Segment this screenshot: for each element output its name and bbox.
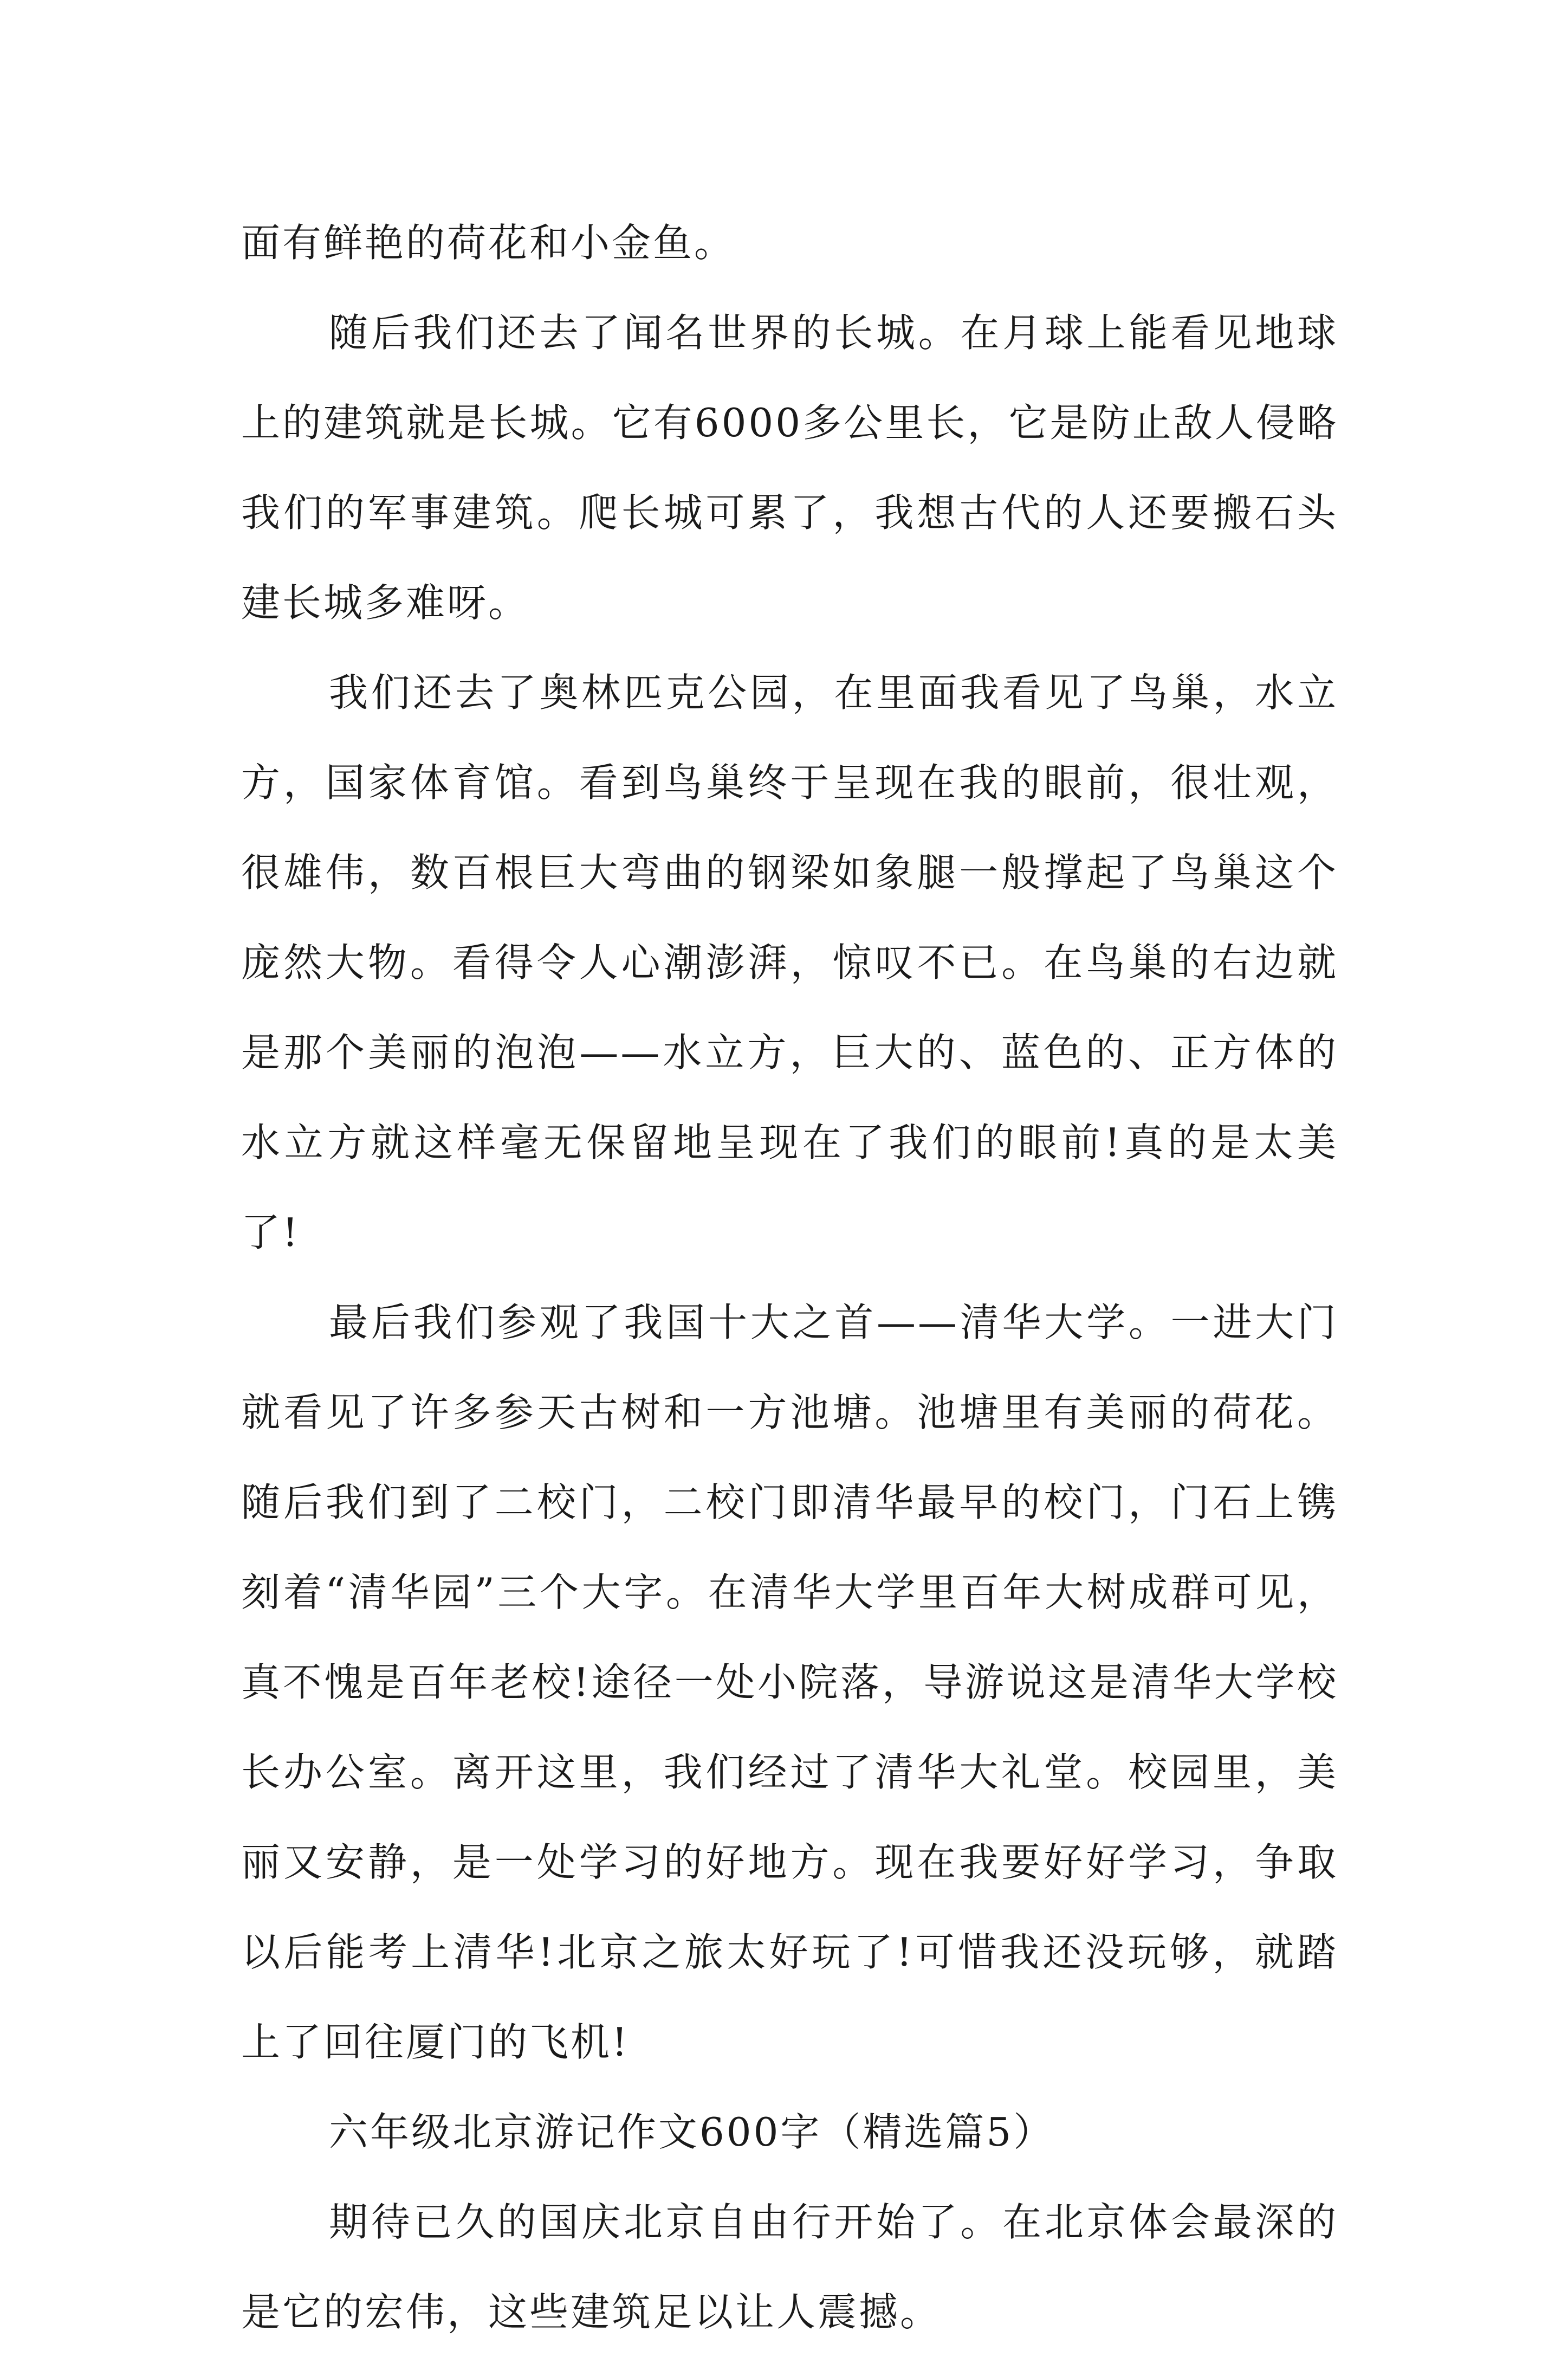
- paragraph-national-day-trip: 期待已久的国庆北京自由行开始了。在北京体会最深的是它的宏伟，这些建筑足以让人震撼。: [241, 2199, 1338, 2335]
- paragraph-tsinghua: 最后我们参观了我国十大之首——清华大学。一进大门就看见了许多参天古树和一方池塘。池塘里有美丽的荷花。随后我们到了二校门，二校门即清华最早的校门，门石上镌刻着“清华园”三个大字。在清华大学里百年大树成群可见，真不愧是百年老校!途径一处小院落，导游说这是清华大学校长办公室。离开这里，我们经过了清华大礼堂。校园里，美丽又安静，是一处学习的好地方。现在我要好好学习，争取以后能考上清华!北京之旅太好玩了!可惜我还没玩够，就踏上了回往厦门的飞机!: [241, 1300, 1338, 2065]
- document-body: [241, 198, 1338, 2357]
- paragraph-continuation: 面有鲜艳的荷花和小金鱼。: [241, 220, 736, 266]
- section-heading: 六年级北京游记作文600字（精选篇5）: [329, 2109, 1055, 2155]
- paragraph-great-wall: 随后我们还去了闻名世界的长城。在月球上能看见地球上的建筑就是长城。它有6000多公里长，它是防止敌人侵略我们的军事建筑。爬长城可累了，我想古代的人还要搬石头建长城多难呀。: [241, 310, 1338, 625]
- paragraph-olympic-park: 我们还去了奥林匹克公园，在里面我看见了鸟巢，水立方，国家体育馆。看到鸟巢终于呈现在我的眼前，很壮观，很雄伟，数百根巨大弯曲的钢梁如象腿一般撑起了鸟巢这个庞然大物。看得令人心潮澎湃，惊叹不已。在鸟巢的右边就是那个美丽的泡泡——水立方，巨大的、蓝色的、正方体的水立方就这样毫无保留地呈现在了我们的眼前!真的是太美了!: [241, 670, 1338, 1255]
